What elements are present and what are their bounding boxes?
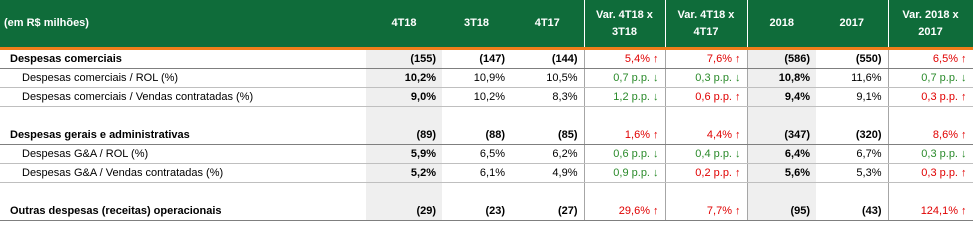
value-4t17: 4,9% — [511, 164, 584, 183]
arrow-up-icon: ↑ — [735, 91, 741, 103]
row-label: Despesas comerciais / Vendas contratadas (%) — [0, 88, 366, 107]
spacer-cell — [888, 183, 973, 203]
arrow-up-icon: ↑ — [735, 205, 741, 217]
header-var-2018-2017: Var. 2018 x 2017 — [888, 0, 973, 49]
spacer-cell — [366, 183, 442, 203]
value-2018: 10,8% — [747, 69, 816, 88]
value-3t18: (23) — [442, 202, 511, 221]
variation-value: 0,4 p.p. — [695, 148, 732, 160]
variation-cell — [584, 69, 665, 88]
value-4t18: 5,9% — [366, 145, 442, 164]
variation-cell — [888, 69, 973, 88]
row-label: Despesas comerciais — [0, 49, 366, 69]
value-2018: (586) — [747, 49, 816, 69]
value-4t17: 6,2% — [511, 145, 584, 164]
value-2017: (43) — [816, 202, 888, 221]
value-2017: (550) — [816, 49, 888, 69]
header-var-4t18-3t18: Var. 4T18 x 3T18 — [584, 0, 665, 49]
value-3t18: 6,5% — [442, 145, 511, 164]
header-2017: 2017 — [816, 0, 888, 49]
spacer-cell — [584, 107, 665, 127]
value-4t17: (27) — [511, 202, 584, 221]
row-label: Despesas G&A / ROL (%) — [0, 145, 366, 164]
arrow-up-icon: ↑ — [961, 129, 967, 141]
arrow-down-icon: ↓ — [653, 167, 659, 179]
value-4t18: (29) — [366, 202, 442, 221]
value-2018: 5,6% — [747, 164, 816, 183]
variation-cell — [584, 88, 665, 107]
value-2018: (95) — [747, 202, 816, 221]
arrow-down-icon: ↓ — [735, 72, 741, 84]
value-4t18: (155) — [366, 49, 442, 69]
variation-value: 8,6% — [932, 129, 958, 141]
header-units: (em R$ milhões) — [0, 0, 366, 49]
variation-cell — [665, 69, 747, 88]
arrow-up-icon: ↑ — [735, 167, 741, 179]
variation-cell — [665, 202, 747, 221]
value-4t17: (85) — [511, 126, 584, 145]
arrow-down-icon: ↓ — [735, 148, 741, 160]
spacer-cell — [0, 183, 366, 203]
variation-value: 0,3 p.p. — [921, 148, 958, 160]
spacer-cell — [665, 183, 747, 203]
value-3t18: 10,2% — [442, 88, 511, 107]
header-3t18: 3T18 — [442, 0, 511, 49]
value-2017: 5,3% — [816, 164, 888, 183]
spacer-row — [0, 183, 973, 203]
row-label: Despesas gerais e administrativas — [0, 126, 366, 145]
spacer-cell — [366, 107, 442, 127]
value-2017: 6,7% — [816, 145, 888, 164]
value-3t18: 6,1% — [442, 164, 511, 183]
value-3t18: (147) — [442, 49, 511, 69]
variation-cell — [584, 164, 665, 183]
row-label: Outras despesas (receitas) operacionais — [0, 202, 366, 221]
variation-value: 4,4% — [706, 129, 732, 141]
header-4t18: 4T18 — [366, 0, 442, 49]
arrow-down-icon: ↓ — [653, 72, 659, 84]
variation-cell — [665, 88, 747, 107]
variation-cell — [665, 164, 747, 183]
row-label: Despesas comerciais / ROL (%) — [0, 69, 366, 88]
value-4t18: 5,2% — [366, 164, 442, 183]
variation-cell — [665, 126, 747, 145]
variation-value: 1,6% — [624, 129, 650, 141]
arrow-down-icon: ↓ — [961, 72, 967, 84]
spacer-row — [0, 107, 973, 127]
value-4t17: (144) — [511, 49, 584, 69]
table-row-group — [0, 49, 973, 69]
variation-value: 0,7 p.p. — [921, 72, 958, 84]
value-4t18: 9,0% — [366, 88, 442, 107]
variation-value: 0,3 p.p. — [921, 91, 958, 103]
variation-cell — [584, 126, 665, 145]
value-4t18: 10,2% — [366, 69, 442, 88]
spacer-cell — [816, 183, 888, 203]
variation-cell — [584, 145, 665, 164]
variation-cell — [888, 164, 973, 183]
variation-value: 29,6% — [618, 205, 650, 217]
header-2018: 2018 — [747, 0, 816, 49]
variation-cell — [888, 145, 973, 164]
variation-value: 124,1% — [920, 205, 958, 217]
arrow-up-icon: ↑ — [961, 91, 967, 103]
value-2018: 9,4% — [747, 88, 816, 107]
variation-cell — [888, 126, 973, 145]
value-3t18: 10,9% — [442, 69, 511, 88]
arrow-up-icon: ↑ — [653, 53, 659, 65]
variation-value: 1,2 p.p. — [613, 91, 650, 103]
value-2018: (347) — [747, 126, 816, 145]
value-2017: 9,1% — [816, 88, 888, 107]
variation-value: 0,7 p.p. — [613, 72, 650, 84]
variation-value: 6,5% — [932, 53, 958, 65]
arrow-down-icon: ↓ — [961, 148, 967, 160]
spacer-cell — [747, 183, 816, 203]
spacer-cell — [511, 183, 584, 203]
variation-value: 5,4% — [624, 53, 650, 65]
value-4t17: 8,3% — [511, 88, 584, 107]
table-row — [0, 69, 973, 88]
table-row-group — [0, 202, 973, 221]
arrow-down-icon: ↓ — [653, 148, 659, 160]
variation-value: 0,6 p.p. — [613, 148, 650, 160]
arrow-down-icon: ↓ — [653, 91, 659, 103]
table-body — [0, 49, 973, 221]
variation-cell — [888, 49, 973, 69]
variation-cell — [665, 145, 747, 164]
value-4t18: (89) — [366, 126, 442, 145]
spacer-cell — [816, 107, 888, 127]
variation-cell — [665, 49, 747, 69]
value-2017: 11,6% — [816, 69, 888, 88]
table-row — [0, 88, 973, 107]
spacer-cell — [584, 183, 665, 203]
variation-value: 0,3 p.p. — [921, 167, 958, 179]
header-var-4t18-4t17: Var. 4T18 x 4T17 — [665, 0, 747, 49]
variation-cell — [888, 202, 973, 221]
variation-value: 7,7% — [706, 205, 732, 217]
arrow-up-icon: ↑ — [961, 53, 967, 65]
arrow-up-icon: ↑ — [653, 205, 659, 217]
arrow-up-icon: ↑ — [961, 205, 967, 217]
spacer-cell — [442, 183, 511, 203]
variation-value: 0,6 p.p. — [695, 91, 732, 103]
variation-cell — [584, 49, 665, 69]
spacer-cell — [442, 107, 511, 127]
variation-value: 0,9 p.p. — [613, 167, 650, 179]
header-row — [0, 0, 973, 49]
arrow-up-icon: ↑ — [735, 53, 741, 65]
table-row — [0, 164, 973, 183]
arrow-up-icon: ↑ — [735, 129, 741, 141]
arrow-up-icon: ↑ — [653, 129, 659, 141]
table-row-group — [0, 126, 973, 145]
row-label: Despesas G&A / Vendas contratadas (%) — [0, 164, 366, 183]
header-4t17: 4T17 — [511, 0, 584, 49]
spacer-cell — [0, 107, 366, 127]
spacer-cell — [665, 107, 747, 127]
spacer-cell — [511, 107, 584, 127]
arrow-up-icon: ↑ — [961, 167, 967, 179]
spacer-cell — [747, 107, 816, 127]
value-2018: 6,4% — [747, 145, 816, 164]
spacer-cell — [888, 107, 973, 127]
variation-value: 0,3 p.p. — [695, 72, 732, 84]
value-3t18: (88) — [442, 126, 511, 145]
value-2017: (320) — [816, 126, 888, 145]
variation-value: 7,6% — [706, 53, 732, 65]
value-4t17: 10,5% — [511, 69, 584, 88]
table-row — [0, 145, 973, 164]
variation-cell — [584, 202, 665, 221]
variation-value: 0,2 p.p. — [695, 167, 732, 179]
variation-cell — [888, 88, 973, 107]
